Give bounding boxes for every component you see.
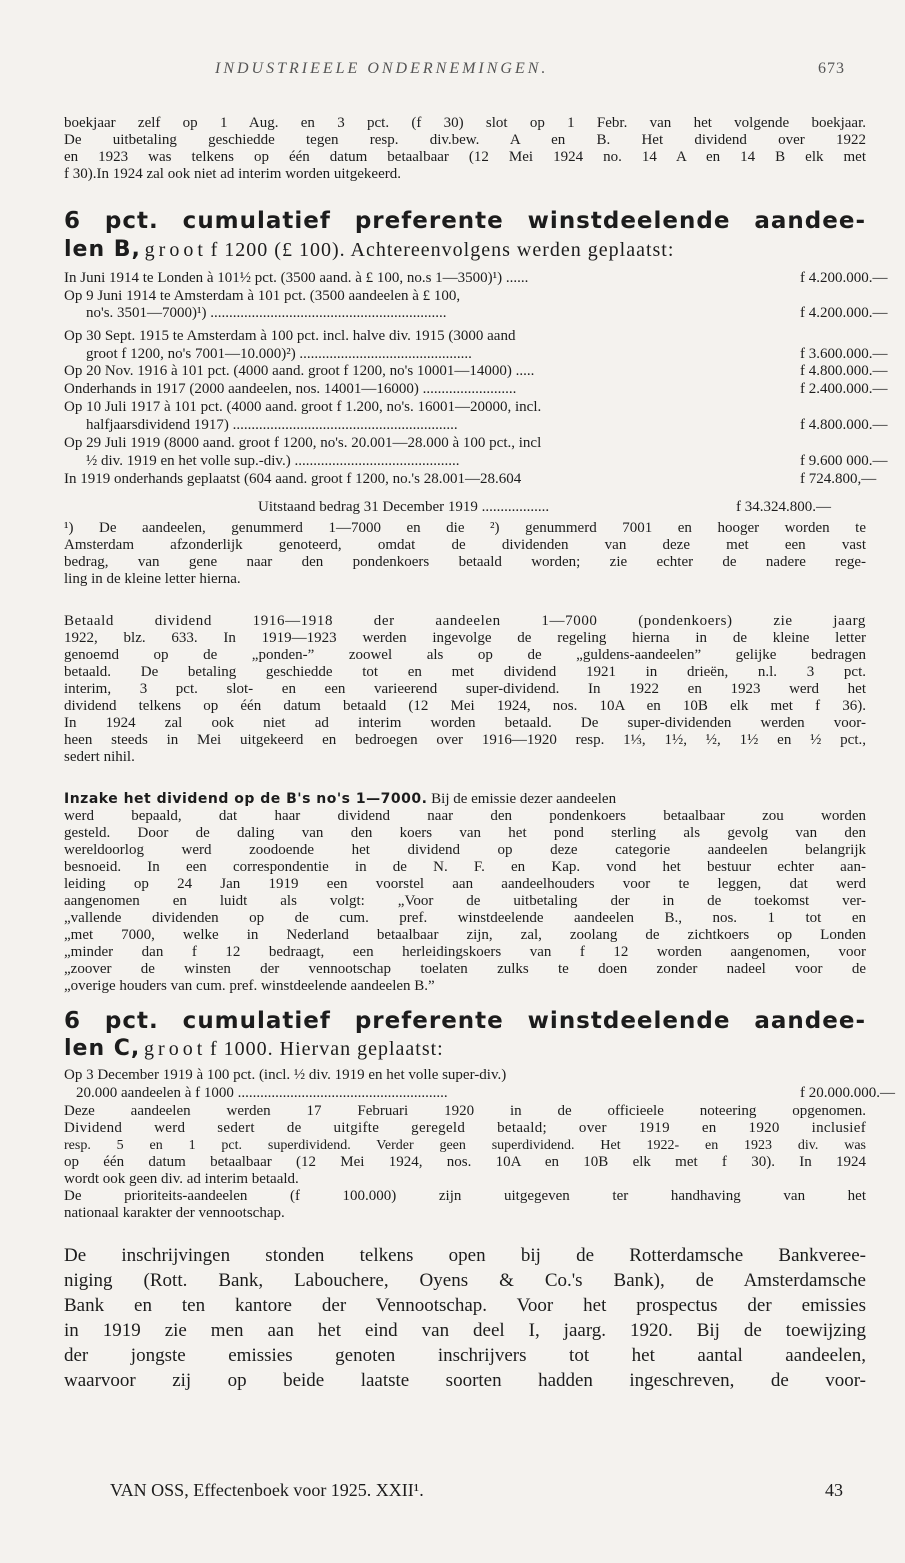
footnote-line: Amsterdam afzonderlijk genoteerd, omdat de dividenden van deze met een vast [64,537,866,553]
dividend-paragraph-line: interim, 3 pct. slot- en een varieerend super-dividend. In 1922 en 1923 werd het [64,681,866,697]
dividend-paragraph-line: dividend telkens op één datum betaald (12 Mei 1924, nos. 10A en 10B elk met f 36). [64,698,866,714]
inzake-line: leiding op 24 Jan 1919 een voorstel aan aandeelhouders voor te leggen, dat werd [64,876,866,892]
intro-line: boekjaar zelf op 1 Aug. en 3 pct. (f 30) slot op 1 Febr. van het volgende boekjaar. [64,115,866,131]
inzake-line: wereldoorlog werd zoodoende het dividend op deze categorie aandeelen belangrijk [64,842,866,858]
section-b-heading-line2 [64,239,866,263]
page-footer: VAN OSS, Effectenboek voor 1925. XXII¹. [110,1480,424,1500]
section-c-heading-rest: f 1000. Hiervan geplaatst: [210,1038,444,1060]
footnote-line: bedrag, van gene naar den pondenkoers betaald worden; zie echter de nadere rege- [64,554,866,570]
intro-line: De uitbetaling geschiedde tegen resp. div.bew. A en B. Het dividend over 1922 [64,132,866,148]
dividend-paragraph-line: In 1924 zal ook niet ad interim worden betaald. De super-dividenden werden voor- [64,715,866,731]
inzake-line: aangenomen en luidt als volgt: „Voor de uitbetaling der in de toekomst ver- [64,893,866,909]
closing-line: Bank en ten kantore der Vennootschap. Voor het prospectus der emissies [64,1295,866,1316]
footnote-line: ¹) De aandeelen, genummerd 1—7000 en die ²) genummerd 7001 en hooger worden te [64,520,866,536]
dividend-paragraph-line: betaald. De betaling geschiedde tot en met dividend 1921 in drieën, n.l. 3 pct. [64,664,866,680]
dividend-paragraph-line: genoemd op de „ponden-” zoowel als op de „guldens-aandeelen” gelijke bedragen [64,647,866,663]
section-c-line: resp. 5 en 1 pct. superdividend. Verder geen superdividend. Het 1922- en 1923 div. was [64,1138,866,1153]
section-c-line: Dividend werd sedert de uitgifte geregeld betaald; over 1919 en 1920 inclusief [64,1120,866,1136]
inzake-lead: Inzake het dividend op de B's no's 1—7000. [64,791,428,807]
section-c-line: Deze aandeelen werden 17 Februari 1920 in de officieele noteering opgenomen. [64,1103,866,1119]
groot-label: groot [144,239,207,261]
document-page: INDUSTRIEELE ONDERNEMINGEN. 673 boekjaar zelf op 1 Aug. en 3 pct. (f 30) slot op 1 Febr. van het volgende boekjaar. De uitbetaling geschiedde tegen resp. div.bew. A en B. Het dividend over 1922 en 1923 was telkens op één datum betaalbaar (12 Mei 1924 no. 14 A en 14 B elk met f 30).In 1924 zal ook niet ad interim worden uitgekeerd. 6 pct. cumulatief preferente winstdeelende aandee- len B, groot f 1200 (£ 100). Achtereenvolgens werden geplaatst: In Juni 1914 te Londen à 101½ pct. (3500 aand. à £ 100, no.s 1—3500)¹) ...... f 4.200.000.— Op 9 Juni 1914 te Amsterdam à 101 pct. (3500 aandeelen à £ 100, no's. 3501—7000)¹) ............................................................... f 4.200.000.— Op 30 Sept. 1915 te Amsterdam à 100 pct. incl. halve div. 1915 (3000 aand groot f 1200, no's 7001—10.000)²) .............................................. f 3.600.000.— Op 20 Nov. 1916 à 101 pct. (4000 aand. groot f 1200, no's 10001—14000) ..... f 4.800.000.— Onderhands in 1917 (2000 aandeelen, nos. 14001—16000) ......................... f 2.400.000.— Op 10 Juli 1917 à 101 pct. (4000 aand. groot f 1.200, no's. 16001—20000, incl. halfjaarsdividend 1917) ............................................................ f 4.800.000.— Op 29 Juli 1919 (8000 aand. groot f 1200, no's. 20.001—28.000 à 100 pct., incl ½ div. 1919 en het volle sup.-div.) ............................................ f 9.600 000.— In 1919 onderhands geplaatst (604 aand. groot f 1200, no.'s 28.001—28.604 f 724.800,— Uitstaand bedrag 31 December 1919 .................. f 34.324.800.— ¹) De aandeelen, genummerd 1—7000 en die ²) genummerd 7001 en hooger worden te Amsterdam afzonderlijk genoteerd, omdat de dividenden van deze met een vast bedrag, van gene naar den pondenkoers betaald worden; zie echter de nadere rege- ling in de kleine letter hierna. Betaald dividend 1916—1918 der aandeelen 1—7000 (pondenkoers) zie jaarg 1922, blz. 633. In 1919—1923 werden ingevolge de regeling hierna in de kleine letter genoemd op de „ponden-” zoowel als op de „guldens-aandeelen” gelijke bedragen betaald. De betaling geschiedde tot en met dividend 1921 in drieën, n.l. 3 pct. interim, 3 pct. slot- en een varieerend super-dividend. In 1922 en 1923 werd het dividend telkens op één datum betaald (12 Mei 1924, nos. 10A en 10B elk met f 36). In 1924 zal ook niet ad interim worden betaald. De super-dividenden werden voor- heen steeds in Mei uitgekeerd en bedroegen over 1916—1920 resp. 1⅓, 1½, ½, 1½ en ½ pct., sedert nihil. Inzake het dividend op de B's no's 1—7000. Bij de emissie dezer aandeelen werd bepaald, dat haar dividend naar den pondenkoers betaalbaar zou worden gesteld. Door de daling van den koers van het pond sterling als gevolg van den wereldoorlog werd zoodoende het dividend op deze categorie aandeelen belangrijk besnoeid. In een correspondentie in de N. F. en Kap. vond het bestuur echter aan- leiding op 24 Jan 1919 een voorstel aan aandeelhouders voor te leggen, dat werd aangenomen en luidt als volgt: „Voor de uitbetaling der in de toekomst ver- „vallende dividenden op de cum. pref. winstdeelende aandeelen B., nos. 1 tot en „met 7000, welke in Nederland betaalbaar zijn, zal, zoolang de zichtkoers op Londen „minder dan f 12 bedraagt, een herleidingskoers van f 12 worden aangenomen, voor „zoover de winsten der vennootschap toelaten zulks te doen zonder nadeel voor de „overige houders van cum. pref. winstdeelende aandeelen B.” 6 pct. cumulatief preferente winstdeelende aandee- len C, groot f 1000. Hiervan geplaatst: Op 3 December 1919 à 100 pct. (incl. ½ div. 1919 en het volle super-div.) 20.000 aandeelen à f 1000 ........................................................ f 20.000.000.— Deze aandeelen werden 17 Februari 1920 in de officieele noteering opgenomen. Dividend werd sedert de uitgifte geregeld betaald; over 1919 en 1920 inclusief resp. 5 en 1 pct. superdividend. Verder geen superdividend. Het 1922- en 1923 div. was op één datum betaalbaar (12 Mei 1924, nos. 10A en 10B elk met f 30). In 1924 wordt ook geen div. ad interim betaald. De prioriteits-aandeelen (f 100.000) zijn uitgegeven ter handhaving van het nationaal karakter der vennootschap. De inschrijvingen stonden telkens open bij de Rotterdamsche Bankveree- niging (Rott. Bank, Labouchere, Oyens & Co.'s Bank), de Amsterdamsche Bank en ten kantore der Vennootschap. Voor het prospectus der emissies in 1919 zie men aan het eind van deel I, jaarg. 1920. Bij de toewijzing der jongste emissies genoten inschrijvers tot het aantal aandeelen, waarvoor zij op beide laatste soorten hadden ingeschreven, de voor- VAN OSS, Effectenboek voor 1925. XXII¹. 43 [64,60,895,1500]
inzake-line: „minder dan f 12 bedraagt, een herleidingskoers van f 12 worden aangenomen, voor [64,944,866,960]
inzake-line: „overige houders van cum. pref. winstdeelende aandeelen B.” [64,978,435,994]
section-b-label: len B, [64,237,141,262]
section-c-line: De prioriteits-aandeelen (f 100.000) zijn uitgegeven ter handhaving van het [64,1188,866,1204]
section-c-heading-line2 [64,1038,866,1062]
section-c-line: nationaal karakter der vennootschap. [64,1205,285,1221]
footer-number: 43 [825,1480,843,1500]
section-c-line: op één datum betaalbaar (12 Mei 1924, nos. 10A en 10B elk met f 30). In 1924 [64,1154,866,1170]
inzake-line: gesteld. Door de daling van den koers van het pond sterling als gevolg van den [64,825,866,841]
closing-line: niging (Rott. Bank, Labouchere, Oyens & Co.'s Bank), de Amsterdamsche [64,1270,866,1291]
section-c-line: wordt ook geen div. ad interim betaald. [64,1171,299,1187]
inzake-line: „zoover de winsten der vennootschap toelaten zulks te doen zonder nadeel voor de [64,961,866,977]
dividend-paragraph-line: Betaald dividend 1916—1918 der aandeelen 1—7000 (pondenkoers) zie jaarg [64,613,866,629]
dividend-paragraph-line: heen steeds in Mei uitgekeerd en bedroegen over 1916—1920 resp. 1⅓, 1½, ½, 1½ en ½ pct., [64,732,866,748]
section-b-heading: 6 pct. cumulatief preferente winstdeelende aandee- [64,208,866,234]
dividend-paragraph-line: sedert nihil. [64,749,135,765]
inzake-line: „met 7000, welke in Nederland betaalbaar zijn, zal, zoolang de zichtkoers op Londen [64,927,866,943]
section-c-heading: 6 pct. cumulatief preferente winstdeelende aandee- [64,1008,866,1034]
outstanding-total: Uitstaand bedrag 31 December 1919 .................. f 34.324.800.— [258,499,831,515]
closing-line: waarvoor zij op beide laatste soorten hadden ingeschreven, de voor- [64,1370,866,1391]
inzake-line: „vallende dividenden op de cum. pref. winstdeelende aandeelen B., nos. 1 tot en [64,910,866,926]
section-c-label: len C, [64,1036,141,1061]
inzake-first-line: Inzake het dividend op de B's no's 1—7000. Bij de emissie dezer aandeelen [64,791,617,807]
section-b-heading-rest: f 1200 (£ 100). Achtereenvolgens werden geplaatst: [210,239,675,261]
closing-line: der jongste emissies genoten inschrijvers tot het aantal aandeelen, [64,1345,866,1366]
inzake-line: werd bepaald, dat haar dividend naar den pondenkoers betaalbaar zou worden [64,808,866,824]
intro-line: f 30).In 1924 zal ook niet ad interim worden uitgekeerd. [64,166,401,182]
footnote-line: ling in de kleine letter hierna. [64,571,241,587]
dividend-paragraph-line: 1922, blz. 633. In 1919—1923 werden ingevolge de regeling hierna in de kleine letter [64,630,866,646]
running-header: INDUSTRIEELE ONDERNEMINGEN. [215,60,549,77]
groot-label: groot [144,1038,207,1060]
closing-line: in 1919 zie men aan het eind van deel I, jaarg. 1920. Bij de toewijzing [64,1320,866,1341]
page-number: 673 [818,60,845,77]
intro-line: en 1923 was telkens op één datum betaalbaar (12 Mei 1924 no. 14 A en 14 B elk met [64,149,866,165]
closing-line: De inschrijvingen stonden telkens open bij de Rotterdamsche Bankveree- [64,1245,866,1266]
inzake-line: besnoeid. In een correspondentie in de N. F. en Kap. vond het bestuur echter aan- [64,859,866,875]
